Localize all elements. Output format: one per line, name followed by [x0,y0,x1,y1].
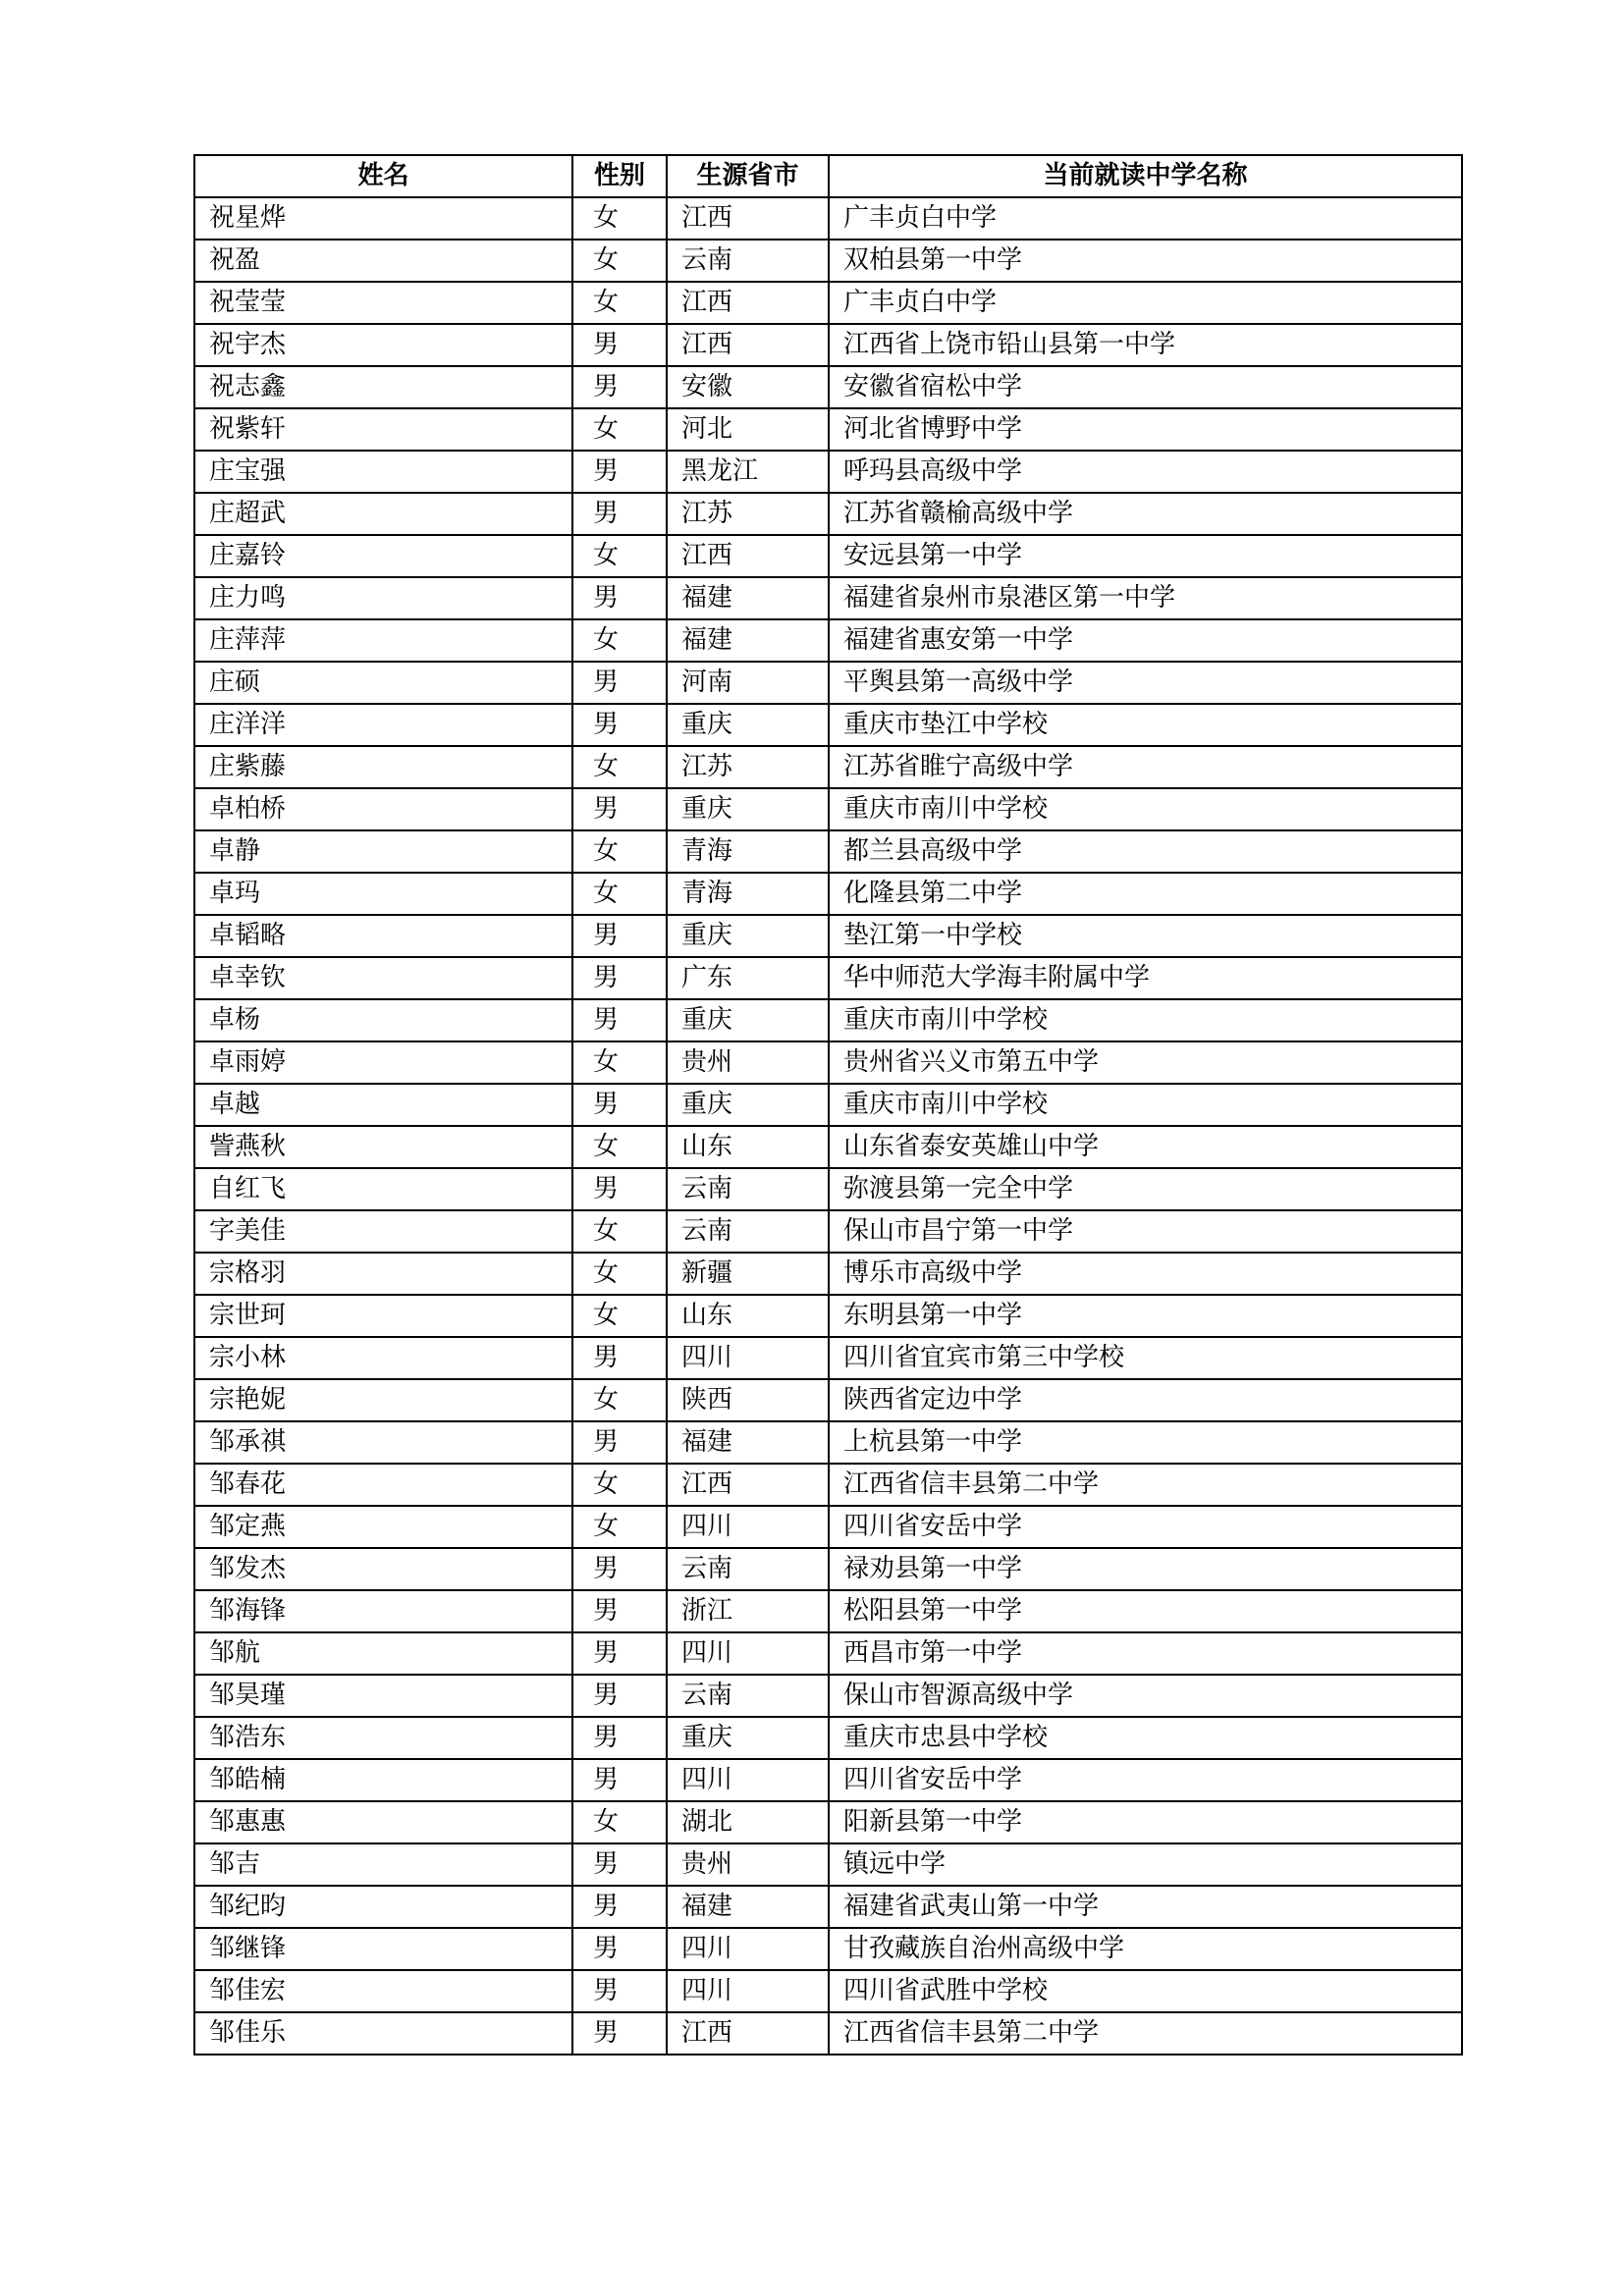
cell-name: 邹惠惠 [194,1801,572,1843]
cell-province: 四川 [667,1928,829,1970]
cell-province: 黑龙江 [667,451,829,493]
cell-school: 弥渡县第一完全中学 [829,1168,1462,1210]
cell-school: 重庆市南川中学校 [829,788,1462,830]
table-row [194,1168,1462,1210]
cell-school: 呼玛县高级中学 [829,451,1462,493]
cell-province: 福建 [667,577,829,619]
cell-province: 山东 [667,1126,829,1168]
cell-gender: 女 [572,535,667,577]
cell-name: 祝莹莹 [194,282,572,324]
cell-name: 邹海锋 [194,1590,572,1632]
cell-gender: 女 [572,197,667,240]
cell-school: 化隆县第二中学 [829,873,1462,915]
cell-gender: 女 [572,1379,667,1421]
cell-gender: 男 [572,1421,667,1464]
cell-name: 邹佳乐 [194,2012,572,2055]
cell-province: 云南 [667,1210,829,1253]
cell-school: 重庆市忠县中学校 [829,1717,1462,1759]
table-row [194,788,1462,830]
cell-province: 贵州 [667,1843,829,1886]
cell-name: 邹发杰 [194,1548,572,1590]
cell-province: 云南 [667,240,829,282]
cell-gender: 女 [572,1126,667,1168]
cell-name: 邹纪昀 [194,1886,572,1928]
cell-gender: 女 [572,619,667,662]
cell-gender: 男 [572,1084,667,1126]
cell-gender: 女 [572,1041,667,1084]
cell-gender: 男 [572,999,667,1041]
cell-gender: 男 [572,1970,667,2012]
table-row [194,746,1462,788]
cell-gender: 男 [572,662,667,704]
cell-school: 禄劝县第一中学 [829,1548,1462,1590]
cell-province: 四川 [667,1759,829,1801]
cell-school: 都兰县高级中学 [829,830,1462,873]
cell-gender: 女 [572,240,667,282]
table-row [194,493,1462,535]
table-row [194,1253,1462,1295]
cell-province: 云南 [667,1168,829,1210]
table-row [194,1886,1462,1928]
table-row [194,915,1462,957]
cell-name: 庄力鸣 [194,577,572,619]
cell-gender: 男 [572,957,667,999]
table-row [194,1295,1462,1337]
cell-name: 邹航 [194,1632,572,1675]
cell-name: 卓杨 [194,999,572,1041]
cell-name: 庄紫藤 [194,746,572,788]
cell-school: 福建省惠安第一中学 [829,619,1462,662]
cell-province: 福建 [667,1886,829,1928]
cell-province: 云南 [667,1548,829,1590]
cell-school: 四川省宜宾市第三中学校 [829,1337,1462,1379]
cell-province: 河南 [667,662,829,704]
table-row [194,535,1462,577]
table-row [194,1675,1462,1717]
cell-name: 字美佳 [194,1210,572,1253]
cell-gender: 男 [572,1632,667,1675]
table-row [194,1337,1462,1379]
cell-school: 安徽省宿松中学 [829,366,1462,408]
cell-name: 宗格羽 [194,1253,572,1295]
cell-gender: 女 [572,1801,667,1843]
cell-gender: 男 [572,1337,667,1379]
table-body [194,197,1462,2055]
cell-province: 四川 [667,1632,829,1675]
table-row [194,1632,1462,1675]
table-row [194,1590,1462,1632]
cell-school: 垫江第一中学校 [829,915,1462,957]
cell-school: 东明县第一中学 [829,1295,1462,1337]
header-name: 姓名 [194,155,572,197]
cell-school: 陕西省定边中学 [829,1379,1462,1421]
table-row [194,619,1462,662]
cell-name: 庄超武 [194,493,572,535]
cell-school: 平舆县第一高级中学 [829,662,1462,704]
cell-gender: 女 [572,1295,667,1337]
cell-province: 重庆 [667,704,829,746]
cell-gender: 女 [572,282,667,324]
table-row [194,1379,1462,1421]
table-row [194,408,1462,451]
cell-school: 华中师范大学海丰附属中学 [829,957,1462,999]
header-gender: 性别 [572,155,667,197]
cell-name: 邹昊瑾 [194,1675,572,1717]
table-row [194,1421,1462,1464]
cell-name: 卓雨婷 [194,1041,572,1084]
cell-province: 青海 [667,830,829,873]
cell-province: 江苏 [667,746,829,788]
student-roster-table [193,154,1463,2056]
cell-gender: 男 [572,1548,667,1590]
table-row [194,1717,1462,1759]
cell-name: 邹皓楠 [194,1759,572,1801]
cell-school: 保山市昌宁第一中学 [829,1210,1462,1253]
table-row [194,1041,1462,1084]
header-school: 当前就读中学名称 [829,155,1462,197]
cell-province: 河北 [667,408,829,451]
cell-province: 江西 [667,282,829,324]
cell-school: 江西省信丰县第二中学 [829,1464,1462,1506]
cell-gender: 男 [572,788,667,830]
cell-name: 祝星烨 [194,197,572,240]
table-row [194,366,1462,408]
cell-school: 重庆市南川中学校 [829,1084,1462,1126]
cell-name: 祝紫轩 [194,408,572,451]
cell-gender: 男 [572,1843,667,1886]
cell-school: 江西省上饶市铅山县第一中学 [829,324,1462,366]
cell-province: 江西 [667,324,829,366]
cell-gender: 女 [572,1253,667,1295]
cell-gender: 男 [572,577,667,619]
cell-province: 四川 [667,1506,829,1548]
cell-name: 卓越 [194,1084,572,1126]
table-row [194,1506,1462,1548]
cell-gender: 男 [572,1717,667,1759]
cell-province: 浙江 [667,1590,829,1632]
cell-province: 江苏 [667,493,829,535]
cell-school: 安远县第一中学 [829,535,1462,577]
table-row [194,957,1462,999]
cell-school: 镇远中学 [829,1843,1462,1886]
cell-school: 江西省信丰县第二中学 [829,2012,1462,2055]
cell-gender: 男 [572,915,667,957]
cell-province: 江西 [667,197,829,240]
table-row [194,2012,1462,2055]
cell-gender: 男 [572,1759,667,1801]
table-row [194,1210,1462,1253]
table-row [194,662,1462,704]
cell-school: 广丰贞白中学 [829,282,1462,324]
cell-name: 自红飞 [194,1168,572,1210]
cell-gender: 男 [572,493,667,535]
cell-school: 四川省安岳中学 [829,1506,1462,1548]
table-row [194,1843,1462,1886]
cell-province: 江西 [667,535,829,577]
cell-gender: 男 [572,1590,667,1632]
cell-name: 庄硕 [194,662,572,704]
cell-gender: 男 [572,324,667,366]
cell-gender: 男 [572,366,667,408]
cell-province: 江西 [667,1464,829,1506]
cell-province: 重庆 [667,1084,829,1126]
cell-name: 邹佳宏 [194,1970,572,2012]
cell-name: 庄洋洋 [194,704,572,746]
cell-province: 四川 [667,1970,829,2012]
cell-province: 贵州 [667,1041,829,1084]
cell-school: 江苏省赣榆高级中学 [829,493,1462,535]
cell-school: 四川省武胜中学校 [829,1970,1462,2012]
cell-school: 贵州省兴义市第五中学 [829,1041,1462,1084]
cell-name: 祝志鑫 [194,366,572,408]
cell-province: 福建 [667,619,829,662]
cell-name: 卓静 [194,830,572,873]
cell-name: 邹定燕 [194,1506,572,1548]
cell-school: 河北省博野中学 [829,408,1462,451]
cell-province: 山东 [667,1295,829,1337]
table-row [194,1759,1462,1801]
cell-name: 庄嘉铃 [194,535,572,577]
cell-name: 祝盈 [194,240,572,282]
cell-school: 阳新县第一中学 [829,1801,1462,1843]
table-row [194,1548,1462,1590]
cell-school: 重庆市南川中学校 [829,999,1462,1041]
cell-school: 松阳县第一中学 [829,1590,1462,1632]
cell-province: 云南 [667,1675,829,1717]
cell-school: 山东省泰安英雄山中学 [829,1126,1462,1168]
cell-province: 新疆 [667,1253,829,1295]
cell-school: 上杭县第一中学 [829,1421,1462,1464]
cell-name: 祝宇杰 [194,324,572,366]
cell-province: 重庆 [667,999,829,1041]
cell-name: 邹吉 [194,1843,572,1886]
cell-gender: 男 [572,704,667,746]
cell-province: 湖北 [667,1801,829,1843]
table-row [194,324,1462,366]
cell-province: 重庆 [667,915,829,957]
table-row [194,282,1462,324]
cell-province: 安徽 [667,366,829,408]
cell-gender: 男 [572,451,667,493]
cell-gender: 男 [572,1928,667,1970]
table-row [194,704,1462,746]
cell-name: 卓幸钦 [194,957,572,999]
table-row [194,1464,1462,1506]
header-province: 生源省市 [667,155,829,197]
table-row [194,240,1462,282]
cell-province: 四川 [667,1337,829,1379]
cell-gender: 女 [572,873,667,915]
table-row [194,197,1462,240]
cell-school: 双柏县第一中学 [829,240,1462,282]
cell-school: 博乐市高级中学 [829,1253,1462,1295]
cell-school: 福建省泉州市泉港区第一中学 [829,577,1462,619]
cell-province: 福建 [667,1421,829,1464]
cell-school: 江苏省睢宁高级中学 [829,746,1462,788]
cell-province: 重庆 [667,788,829,830]
table-row [194,1928,1462,1970]
cell-name: 邹继锋 [194,1928,572,1970]
cell-name: 卓玛 [194,873,572,915]
cell-province: 江西 [667,2012,829,2055]
table-row [194,873,1462,915]
cell-province: 青海 [667,873,829,915]
table-row [194,1084,1462,1126]
table-header-row [194,155,1462,197]
cell-name: 宗小林 [194,1337,572,1379]
cell-name: 卓柏桥 [194,788,572,830]
table-row [194,577,1462,619]
cell-name: 訾燕秋 [194,1126,572,1168]
cell-name: 邹浩东 [194,1717,572,1759]
cell-name: 宗世珂 [194,1295,572,1337]
cell-gender: 女 [572,408,667,451]
cell-name: 邹春花 [194,1464,572,1506]
table-row [194,1126,1462,1168]
cell-gender: 女 [572,1210,667,1253]
cell-school: 广丰贞白中学 [829,197,1462,240]
cell-province: 重庆 [667,1717,829,1759]
cell-gender: 女 [572,1506,667,1548]
cell-gender: 女 [572,830,667,873]
cell-school: 重庆市垫江中学校 [829,704,1462,746]
cell-gender: 男 [572,2012,667,2055]
table-row [194,999,1462,1041]
table-row [194,451,1462,493]
cell-name: 宗艳妮 [194,1379,572,1421]
table-row [194,1970,1462,2012]
cell-school: 保山市智源高级中学 [829,1675,1462,1717]
cell-name: 庄萍萍 [194,619,572,662]
cell-gender: 女 [572,1464,667,1506]
table-row [194,830,1462,873]
cell-gender: 男 [572,1168,667,1210]
cell-gender: 女 [572,746,667,788]
table-row [194,1801,1462,1843]
cell-school: 甘孜藏族自治州高级中学 [829,1928,1462,1970]
cell-province: 广东 [667,957,829,999]
cell-gender: 男 [572,1886,667,1928]
cell-school: 四川省安岳中学 [829,1759,1462,1801]
cell-name: 邹承祺 [194,1421,572,1464]
cell-name: 庄宝强 [194,451,572,493]
cell-gender: 男 [572,1675,667,1717]
cell-school: 西昌市第一中学 [829,1632,1462,1675]
cell-province: 陕西 [667,1379,829,1421]
cell-school: 福建省武夷山第一中学 [829,1886,1462,1928]
cell-name: 卓韬略 [194,915,572,957]
